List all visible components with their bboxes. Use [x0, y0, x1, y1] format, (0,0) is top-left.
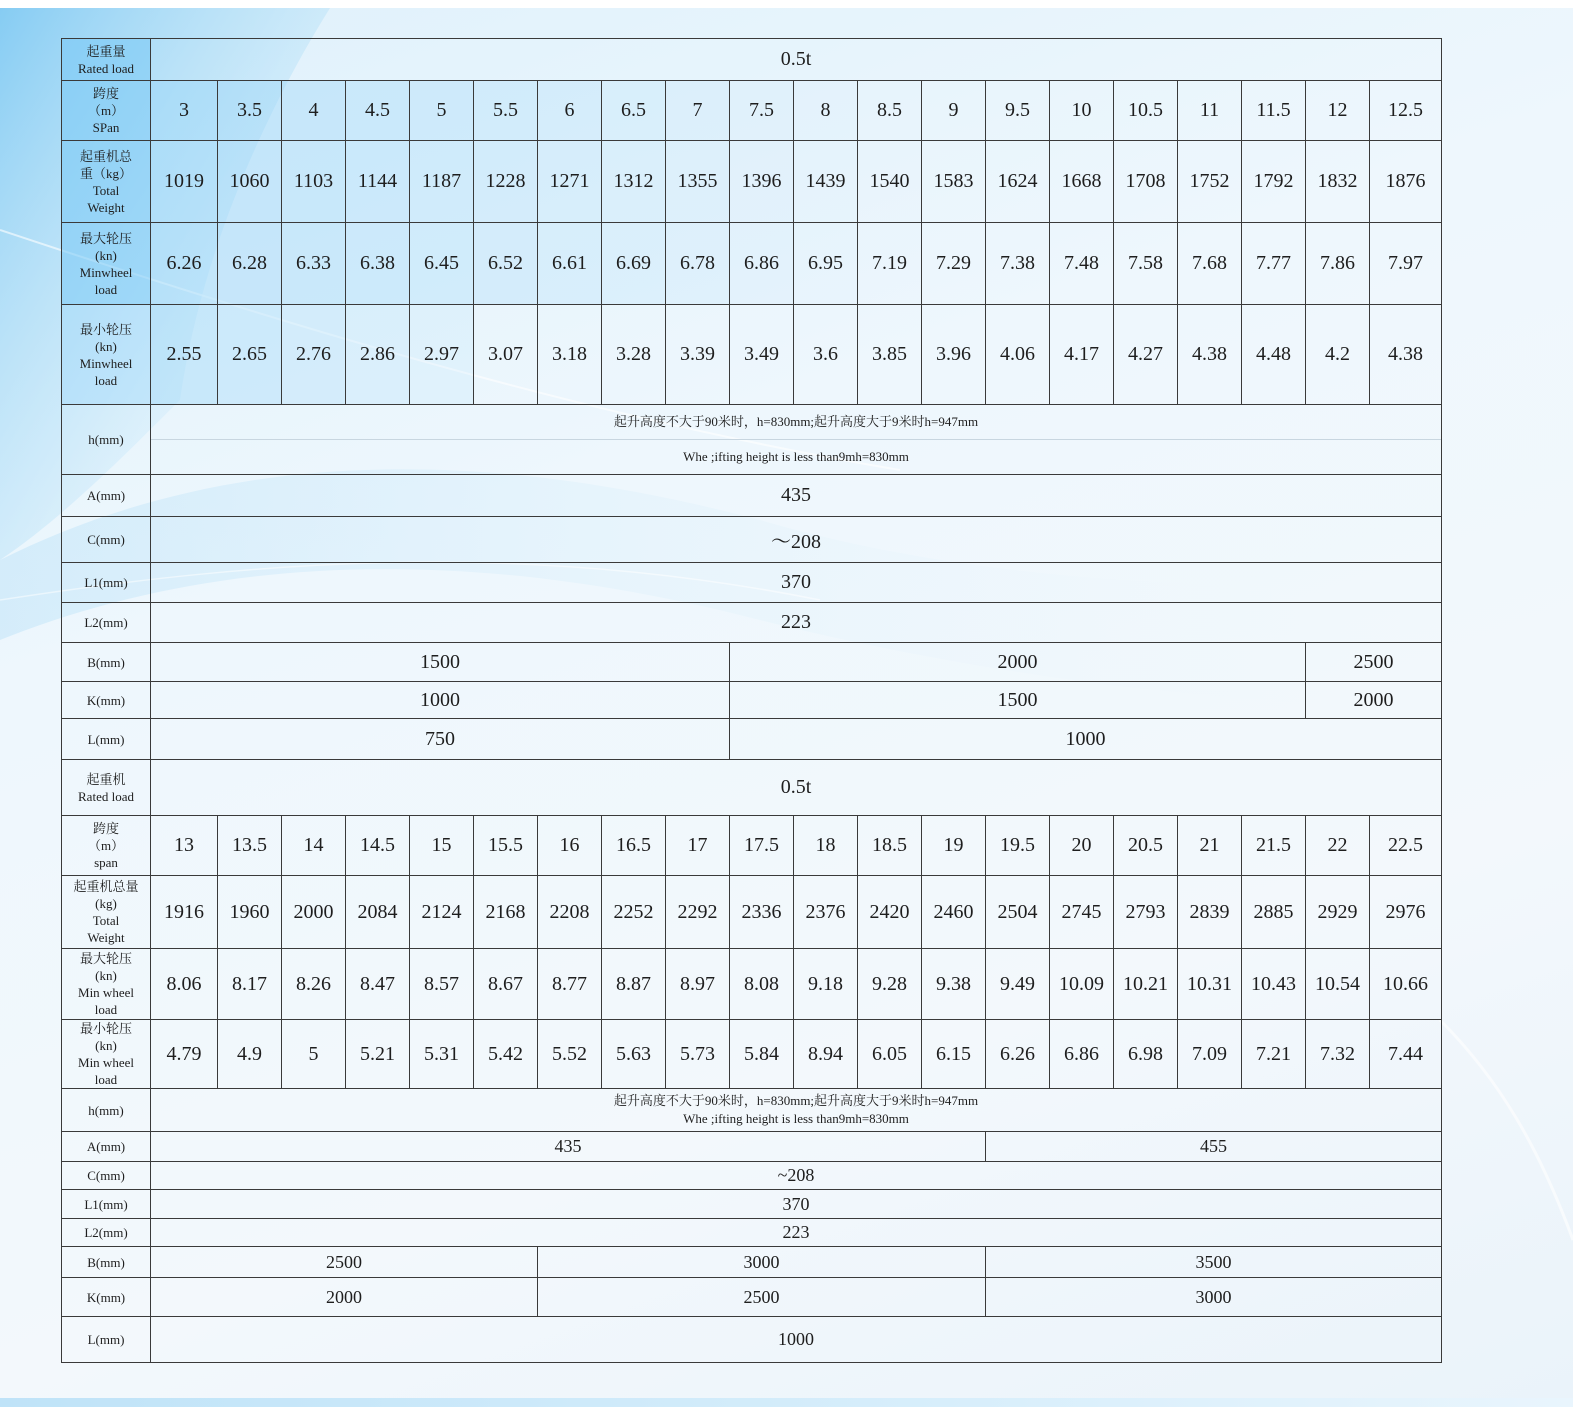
- max-wheel-cell: 6.26: [151, 223, 218, 305]
- h-label: h(mm): [62, 405, 151, 475]
- l1-value: 370: [151, 1190, 1442, 1219]
- c-value: ～208: [151, 517, 1442, 563]
- weight-cell: 1540: [858, 141, 922, 223]
- weight-cell: 1144: [346, 141, 410, 223]
- max-wheel-cell: 7.38: [986, 223, 1050, 305]
- max-wheel-cell: 8.06: [151, 949, 218, 1020]
- span-cell: 11.5: [1242, 81, 1306, 141]
- weight-cell: 2420: [858, 876, 922, 949]
- l1-row: [62, 563, 1442, 603]
- min-wheel-row: [62, 305, 1442, 405]
- weight-cell: 2929: [1306, 876, 1370, 949]
- k-row: [62, 1278, 1442, 1317]
- max-wheel-cell: 6.28: [218, 223, 282, 305]
- rated-load-label: 起重量 Rated load: [62, 39, 151, 81]
- b-row: [62, 1247, 1442, 1278]
- max-wheel-cell: 9.28: [858, 949, 922, 1020]
- h-note: [151, 405, 1442, 475]
- k-value: 1500: [730, 682, 1306, 719]
- weight-cell: 2208: [538, 876, 602, 949]
- a-label: A(mm): [62, 1132, 151, 1162]
- total-weight-row: [62, 876, 1442, 949]
- h-label: h(mm): [62, 1089, 151, 1132]
- span-row: [62, 816, 1442, 876]
- k-value: 2000: [151, 1278, 538, 1317]
- max-wheel-cell: 10.31: [1178, 949, 1242, 1020]
- h-note-en: Whe ;ifting height is less than9mh=830mm: [683, 449, 909, 464]
- weight-cell: 1708: [1114, 141, 1178, 223]
- min-wheel-cell: 3.28: [602, 305, 666, 405]
- span-cell: 14: [282, 816, 346, 876]
- k-row: [62, 682, 1442, 719]
- weight-cell: 1187: [410, 141, 474, 223]
- span-cell: 16: [538, 816, 602, 876]
- a-value: 435: [151, 475, 1442, 517]
- l1-row: [62, 1190, 1442, 1219]
- max-wheel-cell: 8.26: [282, 949, 346, 1020]
- span-cell: 10.5: [1114, 81, 1178, 141]
- weight-cell: 1439: [794, 141, 858, 223]
- b-label: B(mm): [62, 643, 151, 682]
- max-wheel-cell: 10.09: [1050, 949, 1114, 1020]
- l-value: 750: [151, 719, 730, 760]
- min-wheel-cell: 4.48: [1242, 305, 1306, 405]
- max-wheel-cell: 9.18: [794, 949, 858, 1020]
- weight-cell: 1832: [1306, 141, 1370, 223]
- span-cell: 4: [282, 81, 346, 141]
- span-row: [62, 81, 1442, 141]
- max-wheel-cell: 7.29: [922, 223, 986, 305]
- span-cell: 3: [151, 81, 218, 141]
- max-wheel-cell: 7.86: [1306, 223, 1370, 305]
- weight-cell: 2745: [1050, 876, 1114, 949]
- max-wheel-cell: 8.87: [602, 949, 666, 1020]
- min-wheel-cell: 2.97: [410, 305, 474, 405]
- weight-cell: 1876: [1370, 141, 1442, 223]
- a-row: [62, 475, 1442, 517]
- span-cell: 7: [666, 81, 730, 141]
- min-wheel-cell: 5.84: [730, 1020, 794, 1089]
- min-wheel-cell: 4.9: [218, 1020, 282, 1089]
- span-cell: 7.5: [730, 81, 794, 141]
- span-cell: 22.5: [1370, 816, 1442, 876]
- span-cell: 13.5: [218, 816, 282, 876]
- spec-table-1: [61, 38, 1442, 760]
- span-cell: 17: [666, 816, 730, 876]
- h-row: [62, 405, 1442, 475]
- max-wheel-cell: 7.97: [1370, 223, 1442, 305]
- max-wheel-label: 最大轮压 (kn) Minwheel load: [62, 223, 151, 305]
- total-weight-label: 起重机总量 (kg) Total Weight: [62, 876, 151, 949]
- span-cell: 17.5: [730, 816, 794, 876]
- l2-label: L2(mm): [62, 603, 151, 643]
- spec-table-2: [61, 759, 1442, 1363]
- span-cell: 22: [1306, 816, 1370, 876]
- span-cell: 8: [794, 81, 858, 141]
- a-row: [62, 1132, 1442, 1162]
- min-wheel-cell: 4.06: [986, 305, 1050, 405]
- min-wheel-cell: 3.85: [858, 305, 922, 405]
- min-wheel-cell: 7.44: [1370, 1020, 1442, 1089]
- total-weight-row: [62, 141, 1442, 223]
- max-wheel-cell: 8.57: [410, 949, 474, 1020]
- min-wheel-cell: 3.96: [922, 305, 986, 405]
- min-wheel-cell: 6.15: [922, 1020, 986, 1089]
- min-wheel-cell: 6.05: [858, 1020, 922, 1089]
- max-wheel-cell: 10.66: [1370, 949, 1442, 1020]
- min-wheel-cell: 4.38: [1178, 305, 1242, 405]
- max-wheel-cell: 7.19: [858, 223, 922, 305]
- weight-cell: 1228: [474, 141, 538, 223]
- span-cell: 20.5: [1114, 816, 1178, 876]
- max-wheel-cell: 8.47: [346, 949, 410, 1020]
- span-cell: 5: [410, 81, 474, 141]
- min-wheel-cell: 5.42: [474, 1020, 538, 1089]
- weight-cell: 1312: [602, 141, 666, 223]
- max-wheel-cell: 8.97: [666, 949, 730, 1020]
- weight-cell: 2000: [282, 876, 346, 949]
- b-label: B(mm): [62, 1247, 151, 1278]
- min-wheel-cell: 4.38: [1370, 305, 1442, 405]
- span-cell: 6: [538, 81, 602, 141]
- span-cell: 20: [1050, 816, 1114, 876]
- weight-cell: 1019: [151, 141, 218, 223]
- max-wheel-cell: 7.77: [1242, 223, 1306, 305]
- max-wheel-cell: 7.48: [1050, 223, 1114, 305]
- span-cell: 18: [794, 816, 858, 876]
- max-wheel-cell: 10.54: [1306, 949, 1370, 1020]
- b-value: 3500: [986, 1247, 1442, 1278]
- l-row: [62, 719, 1442, 760]
- span-cell: 6.5: [602, 81, 666, 141]
- max-wheel-row: [62, 949, 1442, 1020]
- span-cell: 11: [1178, 81, 1242, 141]
- max-wheel-cell: 6.86: [730, 223, 794, 305]
- span-cell: 4.5: [346, 81, 410, 141]
- weight-cell: 1752: [1178, 141, 1242, 223]
- min-wheel-cell: 3.6: [794, 305, 858, 405]
- span-cell: 15: [410, 816, 474, 876]
- max-wheel-label: 最大轮压 (kn) Min wheel load: [62, 949, 151, 1020]
- span-cell: 9.5: [986, 81, 1050, 141]
- bottom-border: [0, 1398, 1573, 1407]
- min-wheel-label: 最小轮压 (kn) Min wheel load: [62, 1020, 151, 1089]
- max-wheel-cell: 6.52: [474, 223, 538, 305]
- min-wheel-cell: 3.49: [730, 305, 794, 405]
- b-value: 2000: [730, 643, 1306, 682]
- min-wheel-cell: 7.32: [1306, 1020, 1370, 1089]
- k-value: 1000: [151, 682, 730, 719]
- min-wheel-cell: 7.09: [1178, 1020, 1242, 1089]
- min-wheel-cell: 2.65: [218, 305, 282, 405]
- max-wheel-cell: 8.08: [730, 949, 794, 1020]
- a-value: 455: [986, 1132, 1442, 1162]
- weight-cell: 2885: [1242, 876, 1306, 949]
- weight-cell: 2976: [1370, 876, 1442, 949]
- l-label: L(mm): [62, 719, 151, 760]
- max-wheel-cell: 9.38: [922, 949, 986, 1020]
- a-value: 435: [151, 1132, 986, 1162]
- min-wheel-cell: 6.26: [986, 1020, 1050, 1089]
- h-note-en: Whe ;ifting height is less than9mh=830mm: [683, 1111, 909, 1126]
- weight-cell: 1624: [986, 141, 1050, 223]
- min-wheel-cell: 5.52: [538, 1020, 602, 1089]
- l2-row: [62, 603, 1442, 643]
- min-wheel-cell: 2.76: [282, 305, 346, 405]
- l1-label: L1(mm): [62, 563, 151, 603]
- min-wheel-cell: 5.73: [666, 1020, 730, 1089]
- span-cell: 9: [922, 81, 986, 141]
- max-wheel-cell: 6.78: [666, 223, 730, 305]
- span-cell: 21.5: [1242, 816, 1306, 876]
- span-cell: 18.5: [858, 816, 922, 876]
- max-wheel-cell: 6.45: [410, 223, 474, 305]
- min-wheel-cell: 4.17: [1050, 305, 1114, 405]
- c-row: [62, 1162, 1442, 1190]
- max-wheel-cell: 6.33: [282, 223, 346, 305]
- span-cell: 3.5: [218, 81, 282, 141]
- span-cell: 15.5: [474, 816, 538, 876]
- h-note: [151, 1089, 1442, 1132]
- b-value: 2500: [151, 1247, 538, 1278]
- l-row: [62, 1317, 1442, 1363]
- min-wheel-cell: 2.86: [346, 305, 410, 405]
- l2-value: 223: [151, 603, 1442, 643]
- l-value: 1000: [730, 719, 1442, 760]
- rated-load-value: 0.5t: [151, 760, 1442, 816]
- max-wheel-cell: 8.67: [474, 949, 538, 1020]
- c-row: [62, 517, 1442, 563]
- min-wheel-cell: 4.2: [1306, 305, 1370, 405]
- span-cell: 19.5: [986, 816, 1050, 876]
- h-note-cn: 起升高度不大于90米时，h=830mm;起升高度大于9米时h=947mm: [151, 413, 1441, 440]
- min-wheel-cell: 5.21: [346, 1020, 410, 1089]
- min-wheel-cell: 6.86: [1050, 1020, 1114, 1089]
- max-wheel-cell: 10.43: [1242, 949, 1306, 1020]
- b-value: 1500: [151, 643, 730, 682]
- l2-value: 223: [151, 1219, 1442, 1247]
- rated-load-row: [62, 760, 1442, 816]
- max-wheel-cell: 6.61: [538, 223, 602, 305]
- min-wheel-cell: 8.94: [794, 1020, 858, 1089]
- span-cell: 14.5: [346, 816, 410, 876]
- span-cell: 12.5: [1370, 81, 1442, 141]
- weight-cell: 1916: [151, 876, 218, 949]
- span-cell: 21: [1178, 816, 1242, 876]
- weight-cell: 1271: [538, 141, 602, 223]
- span-label: 跨度 （m） SPan: [62, 81, 151, 141]
- weight-cell: 2793: [1114, 876, 1178, 949]
- max-wheel-cell: 6.69: [602, 223, 666, 305]
- l1-value: 370: [151, 563, 1442, 603]
- span-cell: 8.5: [858, 81, 922, 141]
- weight-cell: 2168: [474, 876, 538, 949]
- min-wheel-cell: 5.31: [410, 1020, 474, 1089]
- weight-cell: 1792: [1242, 141, 1306, 223]
- weight-cell: 2460: [922, 876, 986, 949]
- max-wheel-cell: 6.95: [794, 223, 858, 305]
- max-wheel-cell: 8.77: [538, 949, 602, 1020]
- max-wheel-cell: 7.68: [1178, 223, 1242, 305]
- span-cell: 19: [922, 816, 986, 876]
- span-cell: 5.5: [474, 81, 538, 141]
- min-wheel-cell: 4.79: [151, 1020, 218, 1089]
- b-value: 3000: [538, 1247, 986, 1278]
- span-cell: 12: [1306, 81, 1370, 141]
- h-note-cn: 起升高度不大于90米时，h=830mm;起升高度大于9米时h=947mm: [613, 1093, 979, 1108]
- weight-cell: 2376: [794, 876, 858, 949]
- c-label: C(mm): [62, 517, 151, 563]
- max-wheel-row: [62, 223, 1442, 305]
- max-wheel-cell: 8.17: [218, 949, 282, 1020]
- span-cell: 13: [151, 816, 218, 876]
- k-value: 2000: [1306, 682, 1442, 719]
- rated-load-row: [62, 39, 1442, 81]
- b-row: [62, 643, 1442, 682]
- b-value: 2500: [1306, 643, 1442, 682]
- l2-row: [62, 1219, 1442, 1247]
- c-label: C(mm): [62, 1162, 151, 1190]
- min-wheel-cell: 6.98: [1114, 1020, 1178, 1089]
- max-wheel-cell: 10.21: [1114, 949, 1178, 1020]
- span-label: 跨度 （m） span: [62, 816, 151, 876]
- min-wheel-cell: 2.55: [151, 305, 218, 405]
- min-wheel-cell: 3.39: [666, 305, 730, 405]
- weight-cell: 1583: [922, 141, 986, 223]
- weight-cell: 2292: [666, 876, 730, 949]
- l-value: 1000: [151, 1317, 1442, 1363]
- l2-label: L2(mm): [62, 1219, 151, 1247]
- l-label: L(mm): [62, 1317, 151, 1363]
- weight-cell: 2084: [346, 876, 410, 949]
- k-label: K(mm): [62, 1278, 151, 1317]
- c-value: ~208: [151, 1162, 1442, 1190]
- min-wheel-cell: 3.18: [538, 305, 602, 405]
- min-wheel-cell: 3.07: [474, 305, 538, 405]
- weight-cell: 2252: [602, 876, 666, 949]
- max-wheel-cell: 7.58: [1114, 223, 1178, 305]
- min-wheel-row: [62, 1020, 1442, 1089]
- min-wheel-cell: 4.27: [1114, 305, 1178, 405]
- weight-cell: 1355: [666, 141, 730, 223]
- weight-cell: 1668: [1050, 141, 1114, 223]
- k-label: K(mm): [62, 682, 151, 719]
- weight-cell: 1103: [282, 141, 346, 223]
- rated-load-value: 0.5t: [151, 39, 1442, 81]
- span-cell: 10: [1050, 81, 1114, 141]
- weight-cell: 2124: [410, 876, 474, 949]
- weight-cell: 2504: [986, 876, 1050, 949]
- min-wheel-cell: 5.63: [602, 1020, 666, 1089]
- k-value: 2500: [538, 1278, 986, 1317]
- weight-cell: 2336: [730, 876, 794, 949]
- rated-load-label: 起重机 Rated load: [62, 760, 151, 816]
- total-weight-label: 起重机总 重（kg） Total Weight: [62, 141, 151, 223]
- weight-cell: 1396: [730, 141, 794, 223]
- min-wheel-cell: 7.21: [1242, 1020, 1306, 1089]
- k-value: 3000: [986, 1278, 1442, 1317]
- max-wheel-cell: 6.38: [346, 223, 410, 305]
- weight-cell: 1960: [218, 876, 282, 949]
- min-wheel-cell: 5: [282, 1020, 346, 1089]
- max-wheel-cell: 9.49: [986, 949, 1050, 1020]
- min-wheel-label: 最小轮压 (kn) Minwheel load: [62, 305, 151, 405]
- a-label: A(mm): [62, 475, 151, 517]
- span-cell: 16.5: [602, 816, 666, 876]
- weight-cell: 1060: [218, 141, 282, 223]
- h-row: [62, 1089, 1442, 1132]
- l1-label: L1(mm): [62, 1190, 151, 1219]
- weight-cell: 2839: [1178, 876, 1242, 949]
